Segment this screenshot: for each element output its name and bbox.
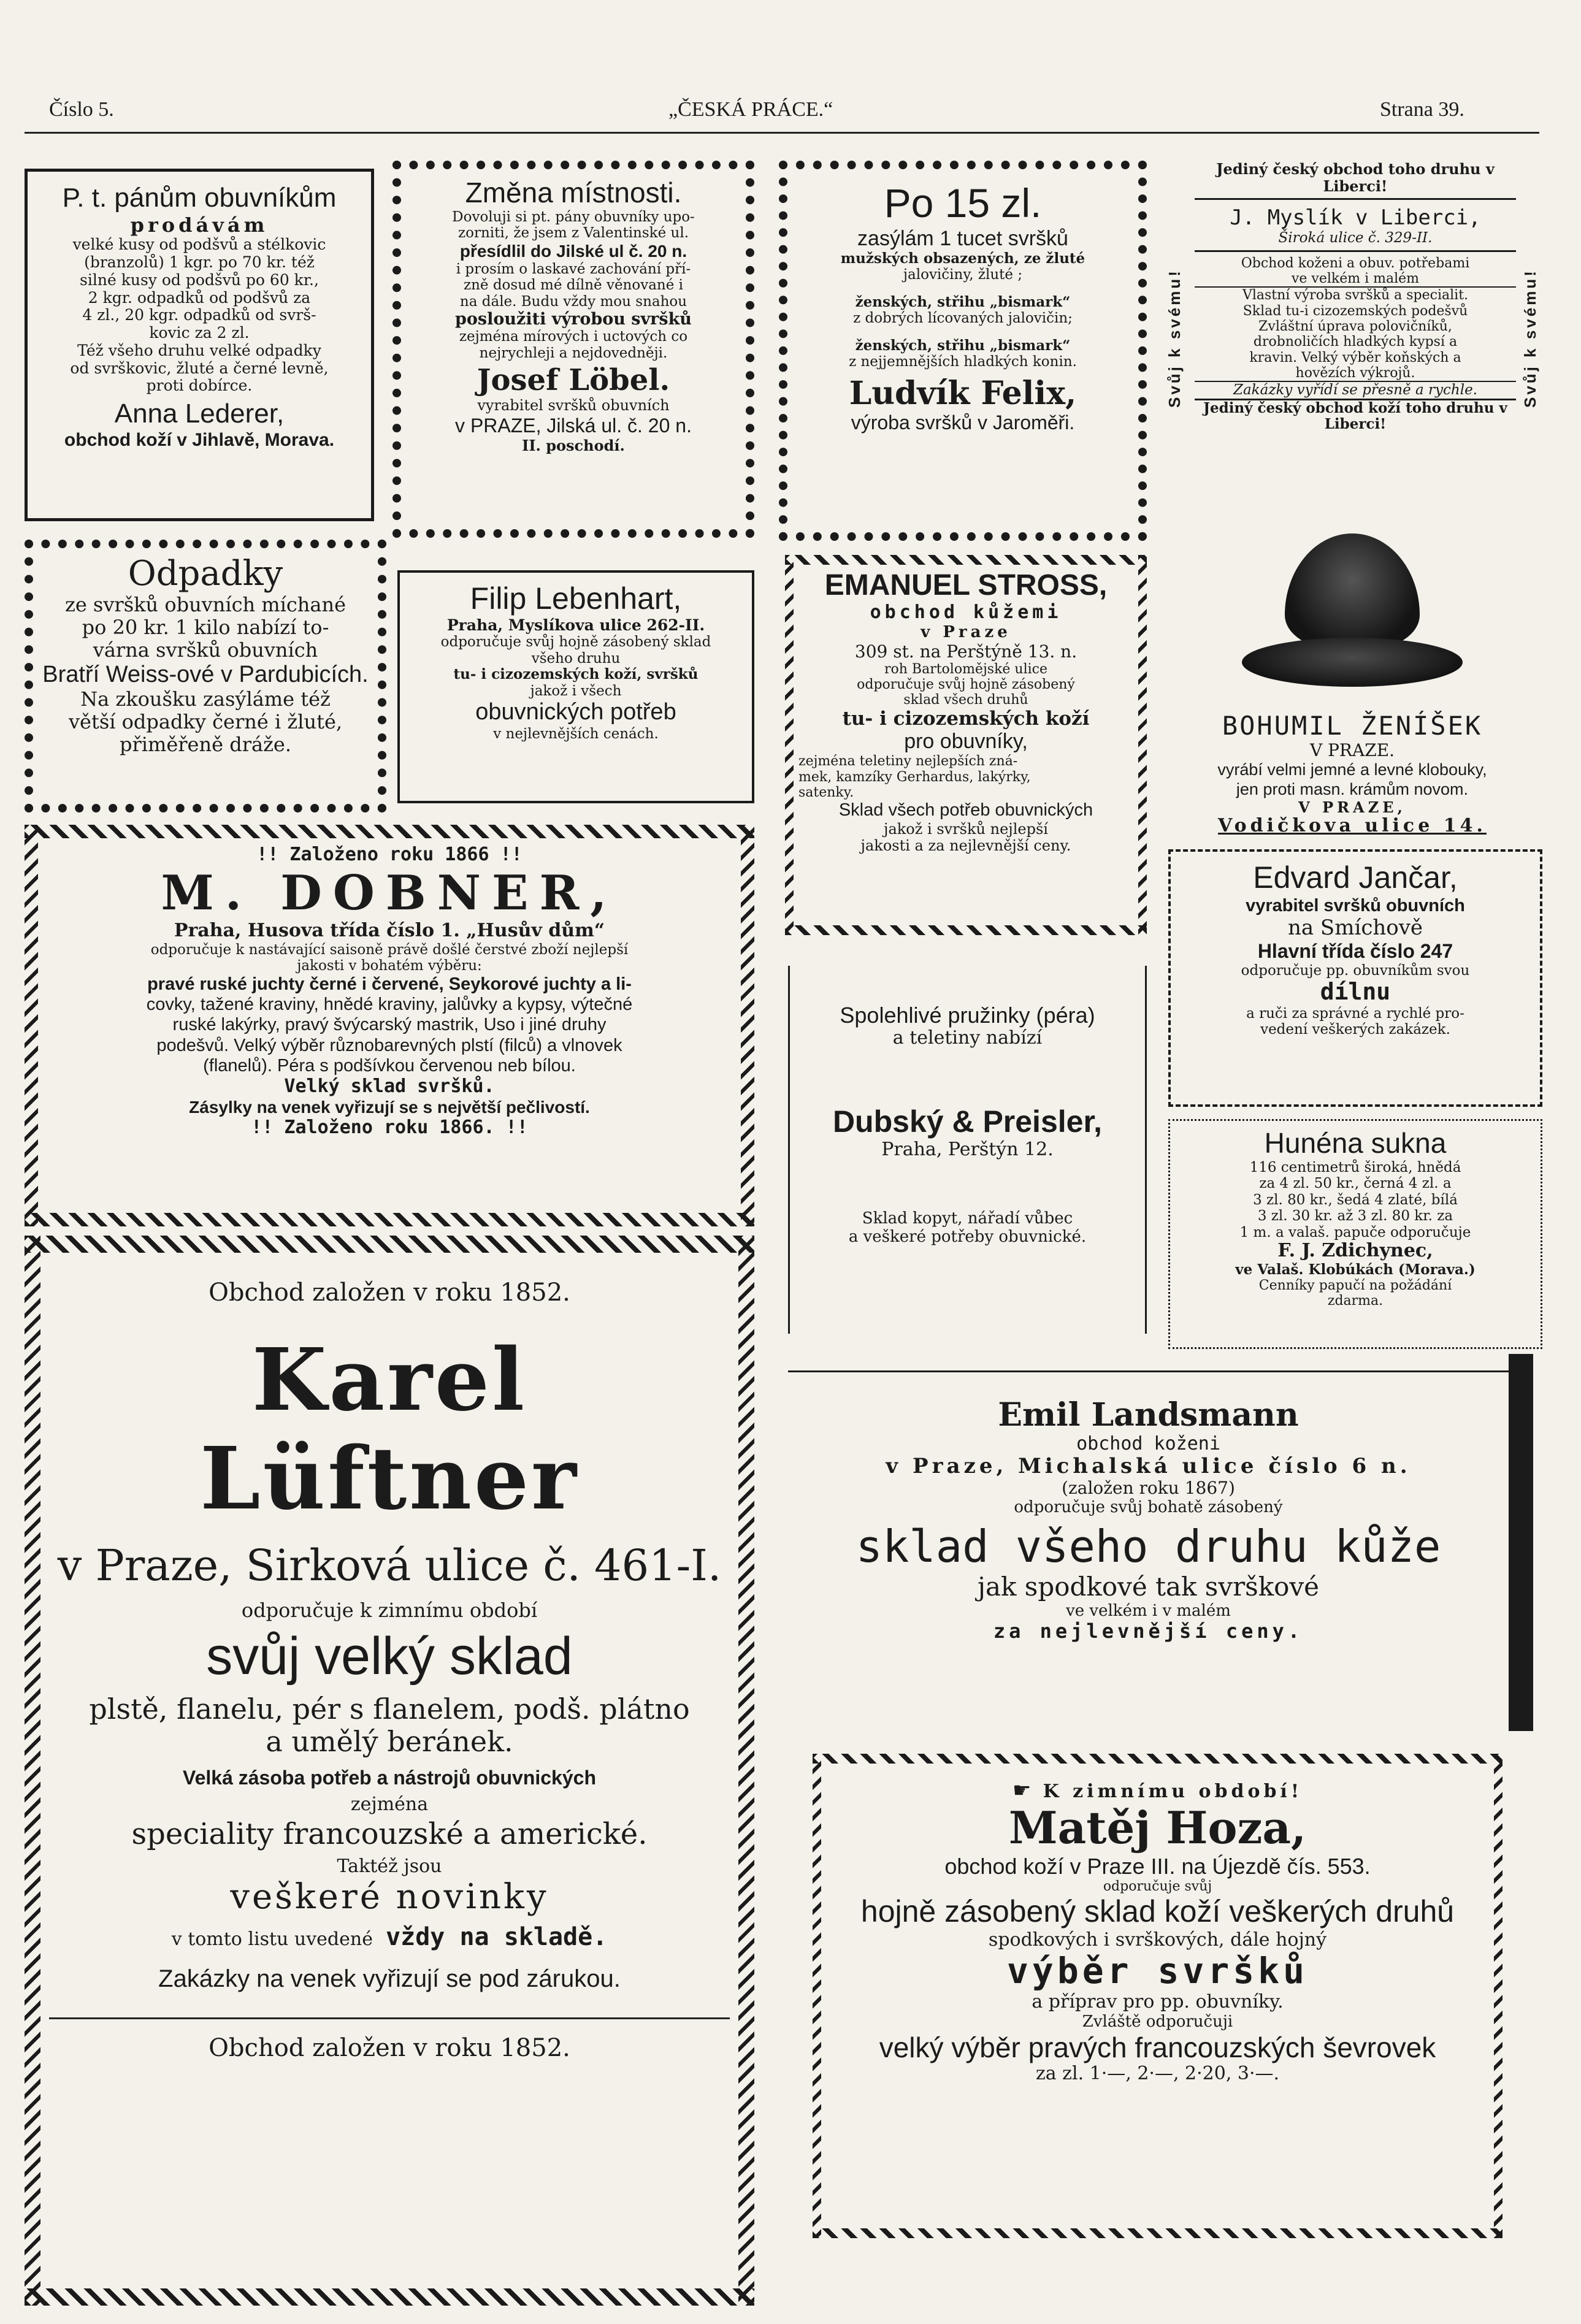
mysik-street: Široká ulice č. 329-II. (1195, 230, 1516, 251)
dobner-founded2: !! Založeno roku 1866. !! (251, 1116, 528, 1138)
hoza-addr: obchod koží v Praze III. na Újezdě čís. 553. (944, 1853, 1371, 1879)
lebenhart-line: tu- i cizozemských koží, svršků (453, 666, 699, 683)
ad-sukna (1168, 1119, 1542, 1349)
stross-line: sklad všech druhů (903, 692, 1028, 708)
obuvnikum-line: 4 zl., 20 kgr. odpadků od svrš- (82, 306, 316, 324)
odpadky-line: ze svršků obuvních míchané (64, 593, 346, 617)
hoza-border-right (1494, 1754, 1503, 2238)
obuvnikum-line: od svrškovic, žluté a černé levně, (70, 359, 329, 377)
zmena-line: zně dosud mé dílně věnované i (463, 277, 684, 294)
dobner-founded: !! Založeno roku 1866 !! (256, 844, 523, 865)
zmena-line: Dovoluji si pt. pány obuvníky upo- (452, 208, 695, 225)
dobner-line: jakosti v bohatém výběru: (297, 958, 482, 974)
hoza-big: hojně zásobený sklad koží veškerých druhů (860, 1894, 1455, 1929)
landsmann-rule-right (1509, 1354, 1533, 1731)
mysik-name: J. Myslík v Liberci, (1230, 205, 1481, 231)
zmena-line: nejrychleji a nejdovedněji. (479, 345, 668, 361)
lebenhart-line: jakož i všech (530, 682, 622, 699)
dobner-goods: podešvů. Velký výběr různobarevných plstí (filců) a vlnovek (156, 1035, 622, 1055)
zmena-line: přesídlil do Jilské ul č. 20 n. (459, 241, 687, 261)
pruziny-name: Dubský & Preisler, (832, 1104, 1103, 1139)
luftner-founded2: Obchod založen v roku 1852. (209, 2034, 570, 2063)
mysik-line: ve velkém i malém (1195, 271, 1516, 288)
sukna-name: F. J. Zdichynec, (1277, 1240, 1433, 1262)
po15-line: ženských, střihu „bismark“ (855, 337, 1071, 354)
hat-line: jen proti masn. krámům novom. (1236, 779, 1469, 798)
luftner-line: speciality francouzské a americké. (131, 1817, 648, 1852)
sukna-line: 3 zl. 80 kr., šedá 4 zlaté, bílá (1253, 1191, 1458, 1208)
stross-corner: roh Bartolomějské ulice (884, 661, 1047, 677)
ad-mysik (1165, 161, 1545, 516)
jancar-dilnu: dílnu (1320, 978, 1391, 1006)
ad-zmena (392, 161, 754, 538)
mysik-line: hovězích výkrojů. (1195, 365, 1516, 382)
po15-line: z dobrých lícovaných jalovičin; (853, 310, 1073, 327)
sukna-addr: ve Valaš. Klobúkách (Morava.) (1235, 1261, 1476, 1278)
luftner-line: zejména (350, 1793, 429, 1815)
po15-line: ženských, střihu „bismark“ (855, 293, 1071, 310)
stross-border-right (1138, 555, 1147, 935)
mysik-bottom: Jediný český obchod koží toho druhu v Liberci! (1203, 399, 1507, 432)
lebenhart-line: všeho druhu (531, 650, 621, 667)
stross-line: odporučuje svůj hojně zásobený (857, 677, 1075, 693)
header-left: Číslo 5. (49, 98, 114, 121)
luftner-border-right (738, 1236, 754, 2306)
po15-line: mužských obsazených, ze žluté (840, 250, 1085, 267)
ad-odpadky (25, 540, 386, 812)
dobner-line: odporučuje k nastávající saisoně právě došlé čerstvé zboží nejlepší (150, 941, 629, 958)
landsmann-line: za nejlevnější ceny. (993, 1619, 1304, 1643)
ad-hat (1162, 527, 1542, 846)
jancar-name: Edvard Jančar, (1253, 860, 1458, 895)
mysik-line: Zvláštní úprava polovičníků, (1258, 318, 1452, 334)
odpadky-line: po 20 kr. 1 kilo nabízí to- (82, 616, 329, 640)
obuvnikum-firm: obchod koží v Jihlavě, Morava. (64, 429, 335, 450)
dobner-addr: Praha, Husova třída číslo 1. „Husův dům“ (174, 920, 605, 942)
luftner-line: Taktéž jsou (337, 1856, 442, 1878)
ad-luftner (25, 1236, 754, 2306)
luftner-border-left (25, 1236, 40, 2306)
jancar-line: a ruči za správné a rychlé pro- (1246, 1005, 1464, 1022)
hoza-line: a příprav pro pp. obuvníky. (1032, 1991, 1284, 2013)
luftner-line: odporučuje k zimnímu období (241, 1598, 538, 1622)
hoza-vyber: výběr svršků (1006, 1950, 1309, 1992)
hoza-name: Matěj Hoza, (1008, 1802, 1307, 1854)
lebenhart-addr: Praha, Myslíkova ulice 262-II. (446, 616, 705, 634)
luftner-big: svůj velký sklad (206, 1627, 573, 1686)
dobner-goods: pravé ruské juchty černé i červené, Seykorové juchty a li- (147, 974, 632, 994)
hat-name: BOHUMIL ŽENÍŠEK (1222, 711, 1483, 741)
sukna-line: 3 zl. 30 kr. až 3 zl. 80 kr. za (1257, 1208, 1453, 1225)
ad-obuvnikum (25, 169, 374, 521)
ad-landsmann (788, 1370, 1509, 1729)
mysik-line: Sklad tu-i cizozemských podešvů (1242, 303, 1468, 319)
jancar-line: vyrabitel svršků obuvních (1246, 895, 1465, 915)
obuvnikum-line: kovic za 2 zl. (149, 324, 250, 342)
hoza-border-bottom (813, 2228, 1503, 2238)
stross-line: zejména teletiny nejlepších zná- (798, 754, 1018, 770)
luftner-line: veškeré novinky (230, 1876, 549, 1917)
sukna-line: 1 m. a valaš. papuče odporučuje (1239, 1224, 1471, 1240)
landsmann-est: (založen roku 1867) (1062, 1478, 1235, 1499)
hat-city: V PRAZE. (1309, 740, 1395, 761)
obuvnikum-line: silné kusy od podšvů po 60 kr., (80, 270, 319, 289)
dobner-goods: ruské lakýrky, pravý švýcarský mastrik, Uso i jiné druhy (172, 1015, 607, 1035)
mysik-line: drobnoličích hladkých kypsí a (1253, 334, 1458, 350)
po15-line: jalovičiny, žluté ; (903, 267, 1023, 283)
stross-name: EMANUEL STROSS, (824, 569, 1108, 602)
zmena-line: zorniti, že jsem z Valentinské ul. (457, 225, 689, 242)
landsmann-name: Emil Landsmann (998, 1396, 1299, 1434)
obuvnikum-line: velké kusy od podšvů a stélkovic (72, 235, 326, 254)
dobner-border-left (25, 825, 38, 1226)
hoza-hand-icon: ☛ (1013, 1778, 1032, 1803)
ad-jancar (1168, 849, 1542, 1107)
luftner-border-top (25, 1236, 754, 1253)
odpadky-firm: Bratří Weiss-ové v Pardubicích. (42, 661, 369, 687)
hoza-border-left (813, 1754, 821, 2238)
landsmann-line: jak spodkové tak svrškové (977, 1572, 1320, 1602)
dobner-svrsk: Velký sklad svršků. (284, 1076, 495, 1098)
po15-line: z nejjemnějších hladkých konin. (849, 354, 1077, 370)
sukna-line: zdarma. (1327, 1293, 1384, 1309)
ad-po15 (779, 161, 1147, 541)
stross-city: v Praze (921, 622, 1011, 641)
odpadky-line: přiměřeně dráže. (119, 733, 292, 757)
odpadky-title: Odpadky (128, 554, 283, 594)
zmena-addr: v PRAZE, Jilská ul. č. 20 n. (455, 414, 692, 437)
zmena-line: i prosím o laskavé zachování pří- (456, 261, 691, 277)
po15-firm: výroba svršků v Jaroměři. (851, 411, 1075, 434)
lebenhart-line: odporučuje svůj hojně zásobený sklad (440, 634, 711, 651)
hoza-prices: za zl. 1·—, 2·—, 2·20, 3·—. (1035, 2063, 1280, 2085)
pruziny-line: a veškeré potřeby obuvnické. (848, 1227, 1087, 1246)
hoza-line: Zvláště odporučuji (1082, 2012, 1233, 2031)
po15-name: Ludvík Felix, (849, 374, 1077, 412)
landsmann-line: ve velkém i v malém (1066, 1601, 1231, 1620)
landsmann-addr: v Praze, Michalská ulice číslo 6 n. (886, 1454, 1411, 1479)
sukna-title: Hunéna sukna (1264, 1127, 1447, 1159)
header-rule (25, 132, 1539, 134)
stross-sub: obchod kůžemi (870, 602, 1062, 624)
dobner-zasilky: Zásylky na venek vyřizují se s největší pečlivostí. (189, 1097, 590, 1117)
luftner-line: vždy na skladě. (386, 1923, 608, 1952)
jancar-line: na Smíchově (1287, 915, 1423, 940)
obuvnikum-sub: prodávám (130, 213, 269, 237)
pruziny-sub: a teletiny nabízí (892, 1027, 1043, 1049)
ad-hoza (813, 1754, 1503, 2238)
mysik-line: kravin. Velký výběr koňských a (1249, 350, 1461, 365)
obuvnikum-line: Též všeho druhu velké odpadky (77, 341, 321, 359)
luftner-line: plstě, flanelu, pér s flanelem, podš. plátno (89, 1692, 690, 1726)
dobner-goods: (flanelů). Péra s podšívkou červenou neb bílou. (203, 1055, 576, 1076)
luftner-name: Karel Lüftner (200, 1330, 579, 1529)
stross-border-top (785, 555, 1147, 565)
stross-addr: 309 st. na Perštýně 13. n. (854, 641, 1078, 662)
hoza-border-top (813, 1754, 1503, 1764)
luftner-addr: v Praze, Sirková ulice č. 461-I. (57, 1540, 722, 1591)
stross-pro: pro obuvníky, (904, 730, 1028, 754)
stross-line: jakož i svršků nejlepší (884, 820, 1048, 838)
obuvnikum-line: proti dobírce. (146, 377, 253, 395)
mysik-note: Zakázky vyřídí se přesně a rychle. (1195, 382, 1516, 400)
obuvnikum-text (36, 236, 362, 395)
mysik-side-left: Svůj k svému! (1165, 269, 1184, 408)
hat-brim-icon (1242, 638, 1463, 687)
zmena-floor: II. poschodí. (522, 436, 625, 454)
mysik-line: Obchod koženi a obuv. potřebami (1241, 255, 1470, 271)
stross-sklad: Sklad všech potřeb obuvnických (838, 800, 1093, 820)
stross-border-left (785, 555, 794, 935)
ad-pruziny (788, 966, 1147, 1334)
po15-title: Po 15 zl. (884, 180, 1042, 226)
stross-kuze: tu- i cizozemských koží (842, 707, 1090, 730)
lebenhart-small: v nejlevnějších cenách. (493, 725, 659, 742)
obuvnikum-name: Anna Lederer, (114, 399, 285, 429)
dobner-name: M. DOBNER, (161, 865, 618, 921)
odpadky-line: větší odpadky černé i žluté, (68, 710, 343, 734)
luftner-line: v tomto listu uvedené (171, 1928, 373, 1951)
pruziny-line: Sklad kopyt, nářadí vůbec (862, 1209, 1073, 1228)
pruziny-addr: Praha, Perštýn 12. (881, 1139, 1054, 1161)
jancar-line: odporučuje pp. obuvníkům svou (1241, 962, 1470, 979)
sukna-line: za 4 zl. 50 kr., černá 4 zl. a (1259, 1175, 1452, 1192)
zmena-title: Změna místnosti. (465, 177, 682, 208)
landsmann-big: sklad všeho druhu kůže (856, 1521, 1441, 1573)
stross-line: mek, kamzíky Gerhardus, lakýrky, (798, 769, 1031, 785)
hoza-line: odporučuje svůj (1103, 1879, 1212, 1895)
obuvnikum-line: (branzolů) 1 kgr. po 70 kr. též (84, 253, 315, 272)
sukna-line: Cenníky papučí na požádání (1258, 1278, 1452, 1294)
zmena-line: zejména mírových i uctových co (459, 329, 688, 345)
hat-image (1242, 533, 1463, 699)
luftner-rule (49, 2017, 730, 2019)
hat-line: Vodičkova ulice 14. (1218, 815, 1487, 837)
dobner-border-bottom (25, 1213, 754, 1226)
dobner-border-right (741, 825, 754, 1226)
header-right: Strana 39. (1380, 98, 1464, 121)
luftner-line: Velká zásoba potřeb a nástrojů obuvnických (183, 1766, 596, 1789)
hoza-line: spodkových i svrškových, dále hojný (988, 1928, 1327, 1951)
header-center: „ČESKÁ PRÁCE.“ (668, 98, 833, 121)
zmena-firm: vyrabitel svršků obuvních (477, 397, 670, 415)
landsmann-sub: obchod koženi (1076, 1432, 1220, 1454)
luftner-line: Zakázky na venek vyřizují se pod zárukou. (158, 1965, 621, 1993)
zmena-line: posloužiti výrobou svršků (455, 310, 692, 329)
jancar-line: vedení veškerých zakázek. (1260, 1022, 1450, 1038)
odpadky-line: Na zkoušku zasýláme též (80, 687, 331, 711)
mysik-line: Vlastní výroba svršků a specialit. (1242, 288, 1469, 304)
luftner-border-bottom (25, 2288, 754, 2306)
mysik-side-right: Svůj k svému! (1521, 269, 1539, 408)
ad-dobner (25, 825, 754, 1226)
zmena-text (407, 209, 740, 361)
sukna-line: 116 centimetrů široká, hnědá (1249, 1159, 1461, 1175)
obuvnikum-line: 2 kgr. odpadků od podšvů za (88, 288, 311, 307)
luftner-founded: Obchod založen v roku 1852. (209, 1279, 570, 1307)
hoza-top: K zimnímu období! (1043, 1781, 1303, 1802)
obuvnikum-title: P. t. pánům obuvníkům (62, 183, 337, 213)
stross-line: satenky. (798, 784, 854, 800)
jancar-line: Hlavní třída číslo 247 (1257, 939, 1453, 962)
stross-border-bottom (785, 925, 1147, 935)
stross-line: jakosti a za nejlevnější ceny. (860, 837, 1071, 855)
hoza-big2: velký výběr pravých francouzských ševrovek (879, 2031, 1436, 2063)
zmena-name: Josef Löbel. (477, 363, 670, 398)
lebenhart-big: obuvnických potřeb (475, 699, 676, 725)
hat-line: V PRAZE, (1298, 798, 1406, 816)
dobner-goods: covky, tažené kraviny, hnědé kraviny, jalůvky a kypsy, výtečné (146, 994, 633, 1014)
ad-stross (785, 555, 1147, 935)
luftner-line: a umělý beránek. (266, 1725, 513, 1759)
po15-line: zasýlám 1 tucet svršků (857, 226, 1068, 250)
zmena-line: na dále. Budu vždy mou snahou (459, 293, 687, 310)
mysik-body (1195, 161, 1516, 516)
ad-lebenhart (397, 570, 754, 803)
landsmann-line: odporučuje svůj bohatě zásobený (1014, 1497, 1283, 1516)
lebenhart-name: Filip Lebenhart, (470, 581, 682, 616)
hat-crown-icon (1285, 533, 1420, 650)
odpadky-line: várna svršků obuvních (93, 638, 318, 662)
pruziny-title: Spolehlivé pružinky (péra) (840, 1003, 1095, 1028)
hat-line: vyrábí velmi jemné a levné klobouky, (1217, 760, 1487, 779)
dobner-border-top (25, 825, 754, 838)
mysik-top: Jediný český obchod toho druhu v Liberci! (1195, 161, 1516, 200)
